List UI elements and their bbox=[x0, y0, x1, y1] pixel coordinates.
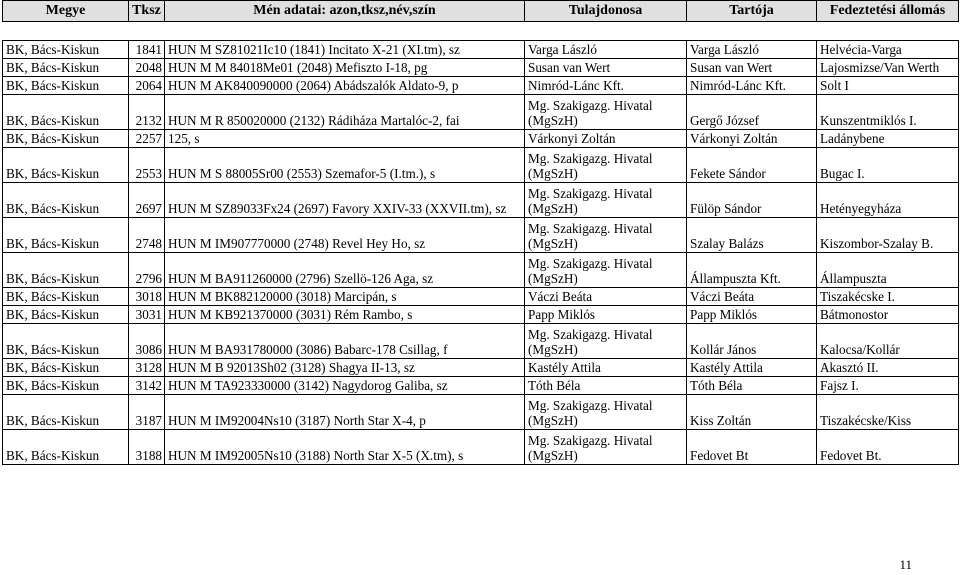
cell-tulajdonosa: Mg. Szakigazg. Hivatal (MgSzH) bbox=[525, 95, 687, 130]
cell-men-adatai: HUN M B 92013Sh02 (3128) Shagya II-13, sz bbox=[165, 359, 525, 377]
cell-tulajdonosa: Kastély Attila bbox=[525, 359, 687, 377]
header-row bbox=[3, 1, 959, 22]
header-tksz: Tksz bbox=[129, 1, 165, 22]
table-row bbox=[3, 288, 959, 306]
table-row bbox=[3, 95, 959, 130]
cell-tulajdonosa: Susan van Wert bbox=[525, 59, 687, 77]
cell-tulajdonosa: Varga László bbox=[525, 41, 687, 59]
cell-megye: BK, Bács-Kiskun bbox=[3, 359, 129, 377]
cell-tartoja: Gergő József bbox=[687, 95, 817, 130]
cell-tksz: 2064 bbox=[129, 77, 165, 95]
cell-men-adatai: HUN M SZ81021Ic10 (1841) Incitato X-21 (XI.tm), sz bbox=[165, 41, 525, 59]
cell-megye: BK, Bács-Kiskun bbox=[3, 59, 129, 77]
cell-allomas: Akasztó II. bbox=[817, 359, 959, 377]
cell-men-adatai: HUN M IM907770000 (2748) Revel Hey Ho, sz bbox=[165, 218, 525, 253]
table-row bbox=[3, 253, 959, 288]
cell-men-adatai: 125, s bbox=[165, 130, 525, 148]
table-row bbox=[3, 218, 959, 253]
cell-megye: BK, Bács-Kiskun bbox=[3, 130, 129, 148]
table-row bbox=[3, 430, 959, 465]
cell-tartoja: Papp Miklós bbox=[687, 306, 817, 324]
cell-tksz: 2257 bbox=[129, 130, 165, 148]
cell-tartoja: Fekete Sándor bbox=[687, 148, 817, 183]
cell-tartoja: Nimród-Lánc Kft. bbox=[687, 77, 817, 95]
cell-tartoja: Tóth Béla bbox=[687, 377, 817, 395]
cell-megye: BK, Bács-Kiskun bbox=[3, 430, 129, 465]
cell-tulajdonosa: Mg. Szakigazg. Hivatal (MgSzH) bbox=[525, 148, 687, 183]
header-tartoja: Tartója bbox=[687, 1, 817, 22]
cell-tartoja: Váczi Beáta bbox=[687, 288, 817, 306]
cell-tartoja: Állampuszta Kft. bbox=[687, 253, 817, 288]
cell-tartoja: Kiss Zoltán bbox=[687, 395, 817, 430]
cell-megye: BK, Bács-Kiskun bbox=[3, 95, 129, 130]
cell-tulajdonosa: Tóth Béla bbox=[525, 377, 687, 395]
cell-tartoja: Varga László bbox=[687, 41, 817, 59]
cell-tulajdonosa: Mg. Szakigazg. Hivatal (MgSzH) bbox=[525, 395, 687, 430]
header-megye: Megye bbox=[3, 1, 129, 22]
cell-allomas: Kunszentmiklós I. bbox=[817, 95, 959, 130]
table-row bbox=[3, 359, 959, 377]
page-number: 11 bbox=[899, 557, 912, 572]
cell-tulajdonosa: Várkonyi Zoltán bbox=[525, 130, 687, 148]
cell-allomas: Bátmonostor bbox=[817, 306, 959, 324]
cell-tartoja: Várkonyi Zoltán bbox=[687, 130, 817, 148]
cell-allomas: Fajsz I. bbox=[817, 377, 959, 395]
cell-tksz: 2132 bbox=[129, 95, 165, 130]
cell-men-adatai: HUN M BA911260000 (2796) Szellö-126 Aga, sz bbox=[165, 253, 525, 288]
cell-tulajdonosa: Mg. Szakigazg. Hivatal (MgSzH) bbox=[525, 324, 687, 359]
cell-tksz: 3018 bbox=[129, 288, 165, 306]
table-row bbox=[3, 306, 959, 324]
cell-allomas: Kalocsa/Kollár bbox=[817, 324, 959, 359]
cell-tulajdonosa: Mg. Szakigazg. Hivatal (MgSzH) bbox=[525, 183, 687, 218]
cell-tksz: 3128 bbox=[129, 359, 165, 377]
cell-tulajdonosa: Váczi Beáta bbox=[525, 288, 687, 306]
cell-tksz: 3187 bbox=[129, 395, 165, 430]
cell-men-adatai: HUN M TA923330000 (3142) Nagydorog Galiba, sz bbox=[165, 377, 525, 395]
table-row bbox=[3, 77, 959, 95]
cell-allomas: Kiszombor-Szalay B. bbox=[817, 218, 959, 253]
cell-tulajdonosa: Nimród-Lánc Kft. bbox=[525, 77, 687, 95]
cell-tulajdonosa: Mg. Szakigazg. Hivatal (MgSzH) bbox=[525, 218, 687, 253]
header-fedeztetesi-allomas: Fedeztetési állomás bbox=[817, 1, 959, 22]
cell-allomas: Fedovet Bt. bbox=[817, 430, 959, 465]
cell-tksz: 3142 bbox=[129, 377, 165, 395]
cell-men-adatai: HUN M S 88005Sr00 (2553) Szemafor-5 (I.tm.), s bbox=[165, 148, 525, 183]
cell-men-adatai: HUN M KB921370000 (3031) Rém Rambo, s bbox=[165, 306, 525, 324]
cell-allomas: Ladánybene bbox=[817, 130, 959, 148]
cell-allomas: Állampuszta bbox=[817, 253, 959, 288]
cell-megye: BK, Bács-Kiskun bbox=[3, 253, 129, 288]
cell-tartoja: Kollár János bbox=[687, 324, 817, 359]
spacer-row bbox=[3, 22, 959, 41]
cell-men-adatai: HUN M BK882120000 (3018) Marcipán, s bbox=[165, 288, 525, 306]
cell-tksz: 3086 bbox=[129, 324, 165, 359]
cell-tksz: 3188 bbox=[129, 430, 165, 465]
cell-tksz: 3031 bbox=[129, 306, 165, 324]
cell-megye: BK, Bács-Kiskun bbox=[3, 395, 129, 430]
cell-men-adatai: HUN M IM92005Ns10 (3188) North Star X-5 (X.tm), s bbox=[165, 430, 525, 465]
table-row bbox=[3, 324, 959, 359]
cell-allomas: Solt I bbox=[817, 77, 959, 95]
cell-allomas: Hetényegyháza bbox=[817, 183, 959, 218]
cell-tartoja: Kastély Attila bbox=[687, 359, 817, 377]
cell-men-adatai: HUN M R 850020000 (2132) Rádiháza Martalóc-2, fai bbox=[165, 95, 525, 130]
cell-tartoja: Susan van Wert bbox=[687, 59, 817, 77]
cell-megye: BK, Bács-Kiskun bbox=[3, 183, 129, 218]
cell-tksz: 1841 bbox=[129, 41, 165, 59]
table-row bbox=[3, 41, 959, 59]
cell-tartoja: Fülöp Sándor bbox=[687, 183, 817, 218]
cell-megye: BK, Bács-Kiskun bbox=[3, 218, 129, 253]
cell-allomas: Tiszakécske/Kiss bbox=[817, 395, 959, 430]
cell-men-adatai: HUN M BA931780000 (3086) Babarc-178 Csillag, f bbox=[165, 324, 525, 359]
cell-men-adatai: HUN M M 84018Me01 (2048) Mefiszto I-18, pg bbox=[165, 59, 525, 77]
table-row bbox=[3, 395, 959, 430]
cell-tulajdonosa: Mg. Szakigazg. Hivatal (MgSzH) bbox=[525, 430, 687, 465]
cell-megye: BK, Bács-Kiskun bbox=[3, 41, 129, 59]
cell-tulajdonosa: Papp Miklós bbox=[525, 306, 687, 324]
cell-tksz: 2796 bbox=[129, 253, 165, 288]
header-tulajdonosa: Tulajdonosa bbox=[525, 1, 687, 22]
cell-tartoja: Fedovet Bt bbox=[687, 430, 817, 465]
cell-tksz: 2748 bbox=[129, 218, 165, 253]
cell-megye: BK, Bács-Kiskun bbox=[3, 148, 129, 183]
cell-tulajdonosa: Mg. Szakigazg. Hivatal (MgSzH) bbox=[525, 253, 687, 288]
cell-allomas: Lajosmizse/Van Werth bbox=[817, 59, 959, 77]
cell-men-adatai: HUN M AK840090000 (2064) Abádszalók Aldato-9, p bbox=[165, 77, 525, 95]
cell-allomas: Tiszakécske I. bbox=[817, 288, 959, 306]
cell-tksz: 2048 bbox=[129, 59, 165, 77]
cell-megye: BK, Bács-Kiskun bbox=[3, 324, 129, 359]
cell-men-adatai: HUN M SZ89033Fx24 (2697) Favory XXIV-33 (XXVII.tm), sz bbox=[165, 183, 525, 218]
cell-megye: BK, Bács-Kiskun bbox=[3, 306, 129, 324]
cell-tksz: 2553 bbox=[129, 148, 165, 183]
table-row bbox=[3, 183, 959, 218]
table-row bbox=[3, 377, 959, 395]
header-men-adatai: Mén adatai: azon,tksz,név,szín bbox=[165, 1, 525, 22]
table-row bbox=[3, 130, 959, 148]
table-row bbox=[3, 59, 959, 77]
cell-tksz: 2697 bbox=[129, 183, 165, 218]
cell-tartoja: Szalay Balázs bbox=[687, 218, 817, 253]
cell-allomas: Bugac I. bbox=[817, 148, 959, 183]
stallion-table bbox=[2, 0, 959, 465]
table-row bbox=[3, 148, 959, 183]
cell-megye: BK, Bács-Kiskun bbox=[3, 377, 129, 395]
cell-megye: BK, Bács-Kiskun bbox=[3, 288, 129, 306]
cell-allomas: Helvécia-Varga bbox=[817, 41, 959, 59]
cell-megye: BK, Bács-Kiskun bbox=[3, 77, 129, 95]
cell-men-adatai: HUN M IM92004Ns10 (3187) North Star X-4, p bbox=[165, 395, 525, 430]
